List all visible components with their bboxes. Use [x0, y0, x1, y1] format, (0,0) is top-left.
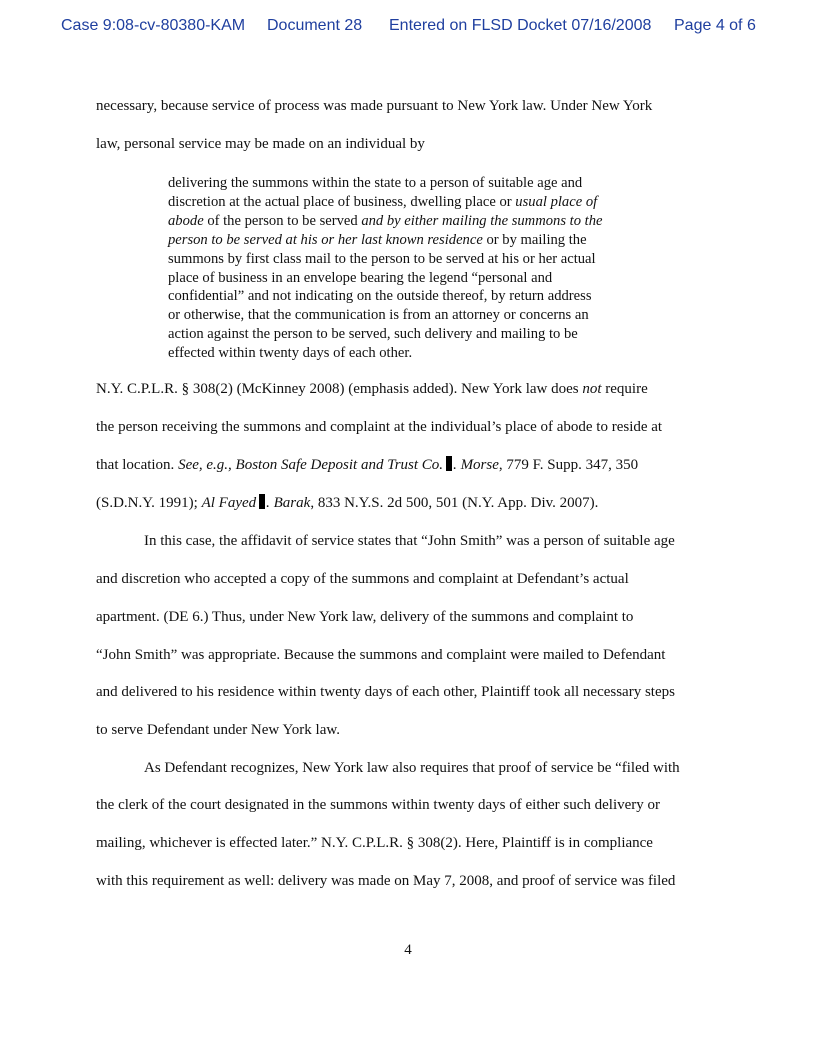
- quote-line: discretion at the actual place of business, dwelling place or usual place of: [168, 193, 598, 210]
- body-line: and delivered to his residence within twenty days of each other, Plaintiff took all necessary steps: [96, 684, 675, 700]
- citation-line: that location. See, e.g., Boston Safe Deposit and Trust Co. . Morse, 779 F. Supp. 347, 350: [96, 457, 639, 473]
- body-line: mailing, whichever is effected later.” N.Y. C.P.L.R. § 308(2). Here, Plaintiff is in compliance: [96, 835, 653, 851]
- case-number: Case 9:08-cv-80380-KAM: [61, 17, 246, 34]
- redaction-mark: [446, 456, 452, 471]
- body-line: the person receiving the summons and complaint at the individual’s place of abode to reside at: [96, 419, 663, 435]
- block-quote: [168, 174, 668, 363]
- paragraph-first-line: In this case, the affidavit of service states that “John Smith” was a person of suitable age: [144, 533, 675, 549]
- docket-header: [0, 17, 816, 39]
- body-line: to serve Defendant under New York law.: [96, 722, 340, 738]
- quote-line: place of business in an envelope bearing the legend “personal and: [168, 269, 553, 286]
- redaction-mark: [259, 494, 265, 509]
- body-line: law, personal service may be made on an individual by: [96, 136, 425, 152]
- quote-line: delivering the summons within the state to a person of suitable age and: [168, 175, 583, 191]
- page-number: 4: [404, 942, 412, 958]
- quote-line: or otherwise, that the communication is from an attorney or concerns an: [168, 307, 589, 324]
- body-line: apartment. (DE 6.) Thus, under New York law, delivery of the summons and complaint to: [96, 609, 634, 625]
- document-number: Document 28: [267, 17, 363, 34]
- paragraph-first-line: As Defendant recognizes, New York law also requires that proof of service be “filed with: [144, 760, 680, 776]
- citation-line: N.Y. C.P.L.R. § 308(2) (McKinney 2008) (emphasis added). New York law does not require: [96, 381, 648, 397]
- quote-line: summons by first class mail to the person to be served at his or her actual: [168, 250, 596, 267]
- page-of-total: Page 4 of 6: [674, 17, 756, 34]
- quote-line: effected within twenty days of each other.: [168, 345, 413, 362]
- body-line: and discretion who accepted a copy of the summons and complaint at Defendant’s actual: [96, 571, 629, 587]
- quote-line: abode of the person to be served and by either mailing the summons to the: [168, 212, 603, 229]
- body-line: “John Smith” was appropriate. Because the summons and complaint were mailed to Defendant: [96, 647, 666, 663]
- docket-entry: Entered on FLSD Docket 07/16/2008: [389, 17, 652, 34]
- body-line: necessary, because service of process was made pursuant to New York law. Under New York: [96, 98, 653, 114]
- quote-line: person to be served at his or her last known residence or by mailing the: [168, 231, 587, 248]
- citation-line: (S.D.N.Y. 1991); Al Fayed . Barak, 833 N.Y.S. 2d 500, 501 (N.Y. App. Div. 2007).: [96, 495, 599, 511]
- body-line: with this requirement as well: delivery was made on May 7, 2008, and proof of service was filed: [96, 873, 676, 889]
- quote-line: confidential” and not indicating on the outside thereof, by return address: [168, 288, 592, 305]
- body-line: the clerk of the court designated in the summons within twenty days of either such delivery or: [96, 797, 661, 813]
- quote-line: action against the person to be served, such delivery and mailing to be: [168, 326, 578, 343]
